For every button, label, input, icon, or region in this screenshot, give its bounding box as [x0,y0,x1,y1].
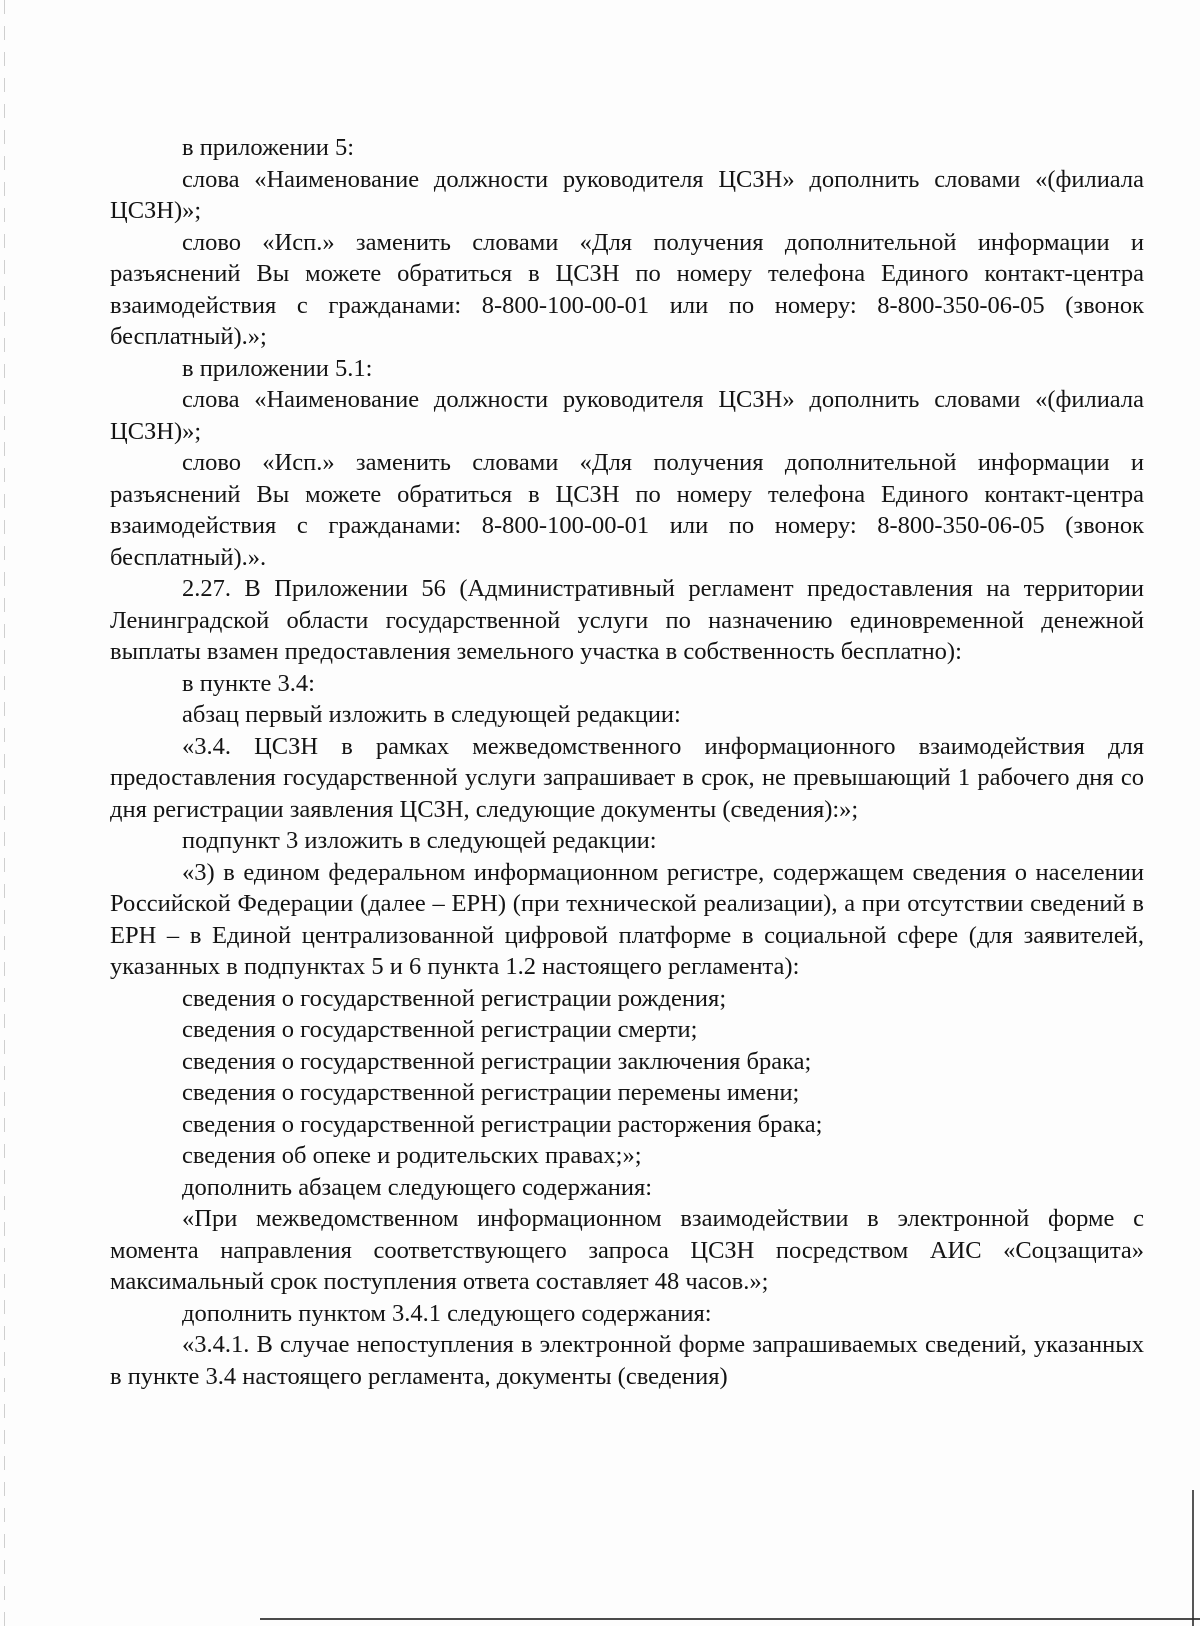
paragraph-add-point-3-4-1: дополнить пунктом 3.4.1 следующего содержания: [182,1299,712,1327]
scan-edge-left [4,0,5,1626]
paragraph-word-replacement-2: слово «Исп.» заменить словами «Для получения дополнительной информации и разъяснений Вы можете обратиться в ЦСЗН по номеру телефона Единого контакт-центра взаимодействия с гражданами: 8-800-100-00-01 или по номеру: 8-800-350-06-05 (звонок бесплатный).». [110,449,1144,571]
scan-edge-bottom [260,1618,1200,1620]
paragraph-words-addition-1: слова «Наименование должности руководителя ЦСЗН» дополнить словами «(филиала ЦСЗН)»; [110,165,1144,224]
document-body [110,132,1144,1392]
paragraph-word-replacement-1: слово «Исп.» заменить словами «Для получения дополнительной информации и разъяснений Вы можете обратиться в ЦСЗН по номеру телефона Единого контакт-центра взаимодействия с гражданами: 8-800-100-00-01 или по номеру: 8-800-350-06-05 (звонок бесплатный).»; [110,228,1144,350]
paragraph-3-4-1-text: «3.4.1. В случае непоступления в электронной форме запрашиваемых сведений, указанных в пункте 3.4 настоящего регламента, документы (сведения) [110,1331,1144,1390]
list-item-marriage: сведения о государственной регистрации заключения брака; [182,1047,812,1075]
paragraph-first-abstract: абзац первый изложить в следующей редакции: [182,701,681,728]
scan-edge-right [1192,1490,1194,1626]
paragraph-appendix-5: в приложении 5: [182,134,355,161]
paragraph-appendix-5-1: в приложении 5.1: [182,354,373,382]
paragraph-words-addition-2: слова «Наименование должности руководителя ЦСЗН» дополнить словами «(филиала ЦСЗН)»; [110,386,1144,445]
paragraph-subpoint-3: подпункт 3 изложить в следующей редакции: [182,827,657,854]
paragraph-add-abstract: дополнить абзацем следующего содержания: [182,1173,653,1201]
paragraph-interaction-term: «При межведомственном информационном взаимодействии в электронной форме с момента направления соответствующего запроса ЦСЗН посредством АИС «Соцзащита» максимальный срок поступления ответа составляет 48 часов.»; [110,1205,1144,1295]
list-item-guardianship: сведения об опеке и родительских правах;»; [182,1142,642,1169]
list-item-birth: сведения о государственной регистрации рождения; [182,984,727,1012]
list-item-death: сведения о государственной регистрации смерти; [182,1016,698,1043]
list-item-divorce: сведения о государственной регистрации расторжения брака; [182,1110,823,1138]
paragraph-subpoint-3-text: «3) в едином федеральном информационном регистре, содержащем сведения о населении Российской Федерации (далее – ЕРН) (при технической реализации), а при отсутствии сведений в ЕРН – в Единой централизованной цифровой платформе в социальной сфере (для заявителей, указанных в подпунктах 5 и 6 пункта 1.2 настоящего регламента): [110,858,1144,980]
paragraph-section-2-27: 2.27. В Приложении 56 (Административный регламент предоставления на территории Ленинградской области государственной услуги по назначению единовременной денежной выплаты взамен предоставления земельного участка в собственность бесплатно): [110,575,1144,665]
list-item-name-change: сведения о государственной регистрации перемены имени; [182,1079,800,1106]
paragraph-3-4-text: «3.4. ЦСЗН в рамках межведомственного информационного взаимодействия для предоставления государственной услуги запрашивает в срок, не превышающий 1 рабочего дня со дня регистрации заявления ЦСЗН, следующие документы (сведения):»; [110,732,1144,823]
paragraph-point-3-4: в пункте 3.4: [182,669,315,697]
